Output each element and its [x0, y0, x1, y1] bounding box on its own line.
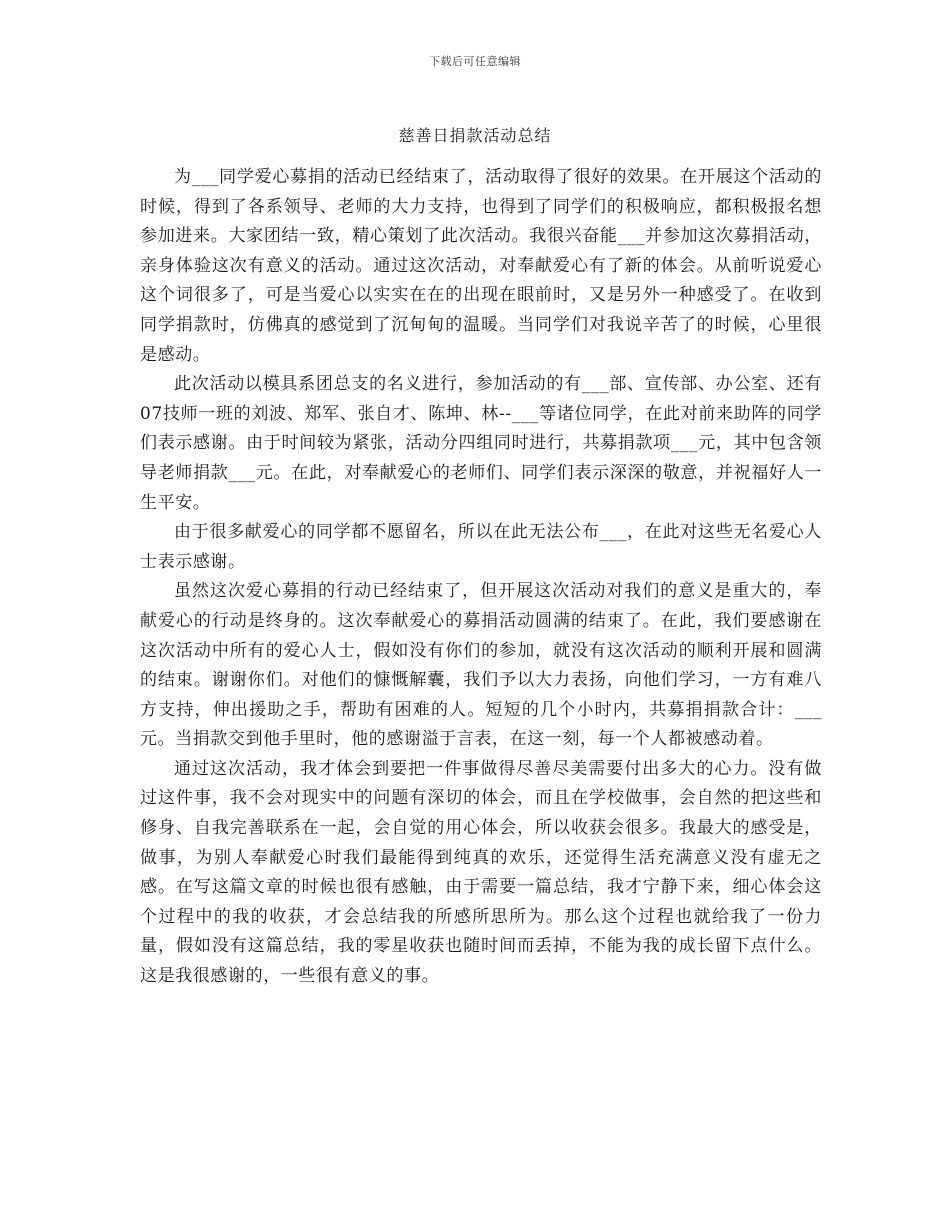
document-body [140, 163, 822, 992]
paragraph-4: 虽然这次爱心募捐的行动已经结束了，但开展这次活动对我们的意义是重大的，奉献爱心的行动是终身的。这次奉献爱心的募捐活动圆满的结束了。在此，我们要感谢在这次活动中所有的爱心人士，假如没有你们的参加，就没有这次活动的顺利开展和圆满的结束。谢谢你们。对他们的慷慨解囊，我们予以大力表扬，向他们学习，一方有难八方支持，伸出援助之手，帮助有困难的人。短短的几个小时内，共募捐捐款合计：___元。当捐款交到他手里时，他的感谢溢于言表，在这一刻，每一个人都被感动着。 [140, 581, 822, 750]
paragraph-2: 此次活动以模具系团总支的名义进行，参加活动的有___部、宣传部、办公室、还有07技师一班的刘波、郑军、张自才、陈坤、林--___等诸位同学，在此对前来助阵的同学们表示感谢。由于时间较为紧张，活动分四组同时进行，共募捐款项___元，其中包含领导老师捐款___元。在此，对奉献爱心的老师们、同学们表示深深的敬意，并祝福好人一生平安。 [140, 374, 822, 513]
page-header-note: 下载后可任意编辑 [429, 55, 521, 68]
paragraph-3: 由于很多献爱心的同学都不愿留名，所以在此无法公布___，在此对这些无名爱心人士表示感谢。 [140, 522, 822, 572]
paragraph-5: 通过这次活动，我才体会到要把一件事做得尽善尽美需要付出多大的心力。没有做过这件事，我不会对现实中的问题有深切的体会，而且在学校做事，会自然的把这些和修身、自我完善联系在一起，会自觉的用心体会，所以收获会很多。我最大的感受是，做事，为别人奉献爱心时我们最能得到纯真的欢乐，还觉得生活充满意义没有虚无之感。在写这篇文章的时候也很有感触，由于需要一篇总结，我才宁静下来，细心体会这个过程中的我的收获，才会总结我的所感所思所为。那么这个过程也就给我了一份力量，假如没有这篇总结，我的零星收获也随时间而丢掉，不能为我的成长留下点什么。这是我很感谢的，一些很有意义的事。 [140, 758, 822, 987]
paragraph-1: 为___同学爱心募捐的活动已经结束了，活动取得了很好的效果。在开展这个活动的时候，得到了各系领导、老师的大力支持，也得到了同学们的积极响应，都积极报名想参加进来。大家团结一致，精心策划了此次活动。我很兴奋能___并参加这次募捐活动，亲身体验这次有意义的活动。通过这次活动，对奉献爱心有了新的体会。从前听说爱心这个词很多了，可是当爱心以实实在在的出现在眼前时，又是另外一种感受了。在收到同学捐款时，仿佛真的感觉到了沉甸甸的温暖。当同学们对我说辛苦了的时候，心里很是感动。 [140, 167, 822, 365]
document-title: 慈善日捐款活动总结 [398, 126, 552, 145]
